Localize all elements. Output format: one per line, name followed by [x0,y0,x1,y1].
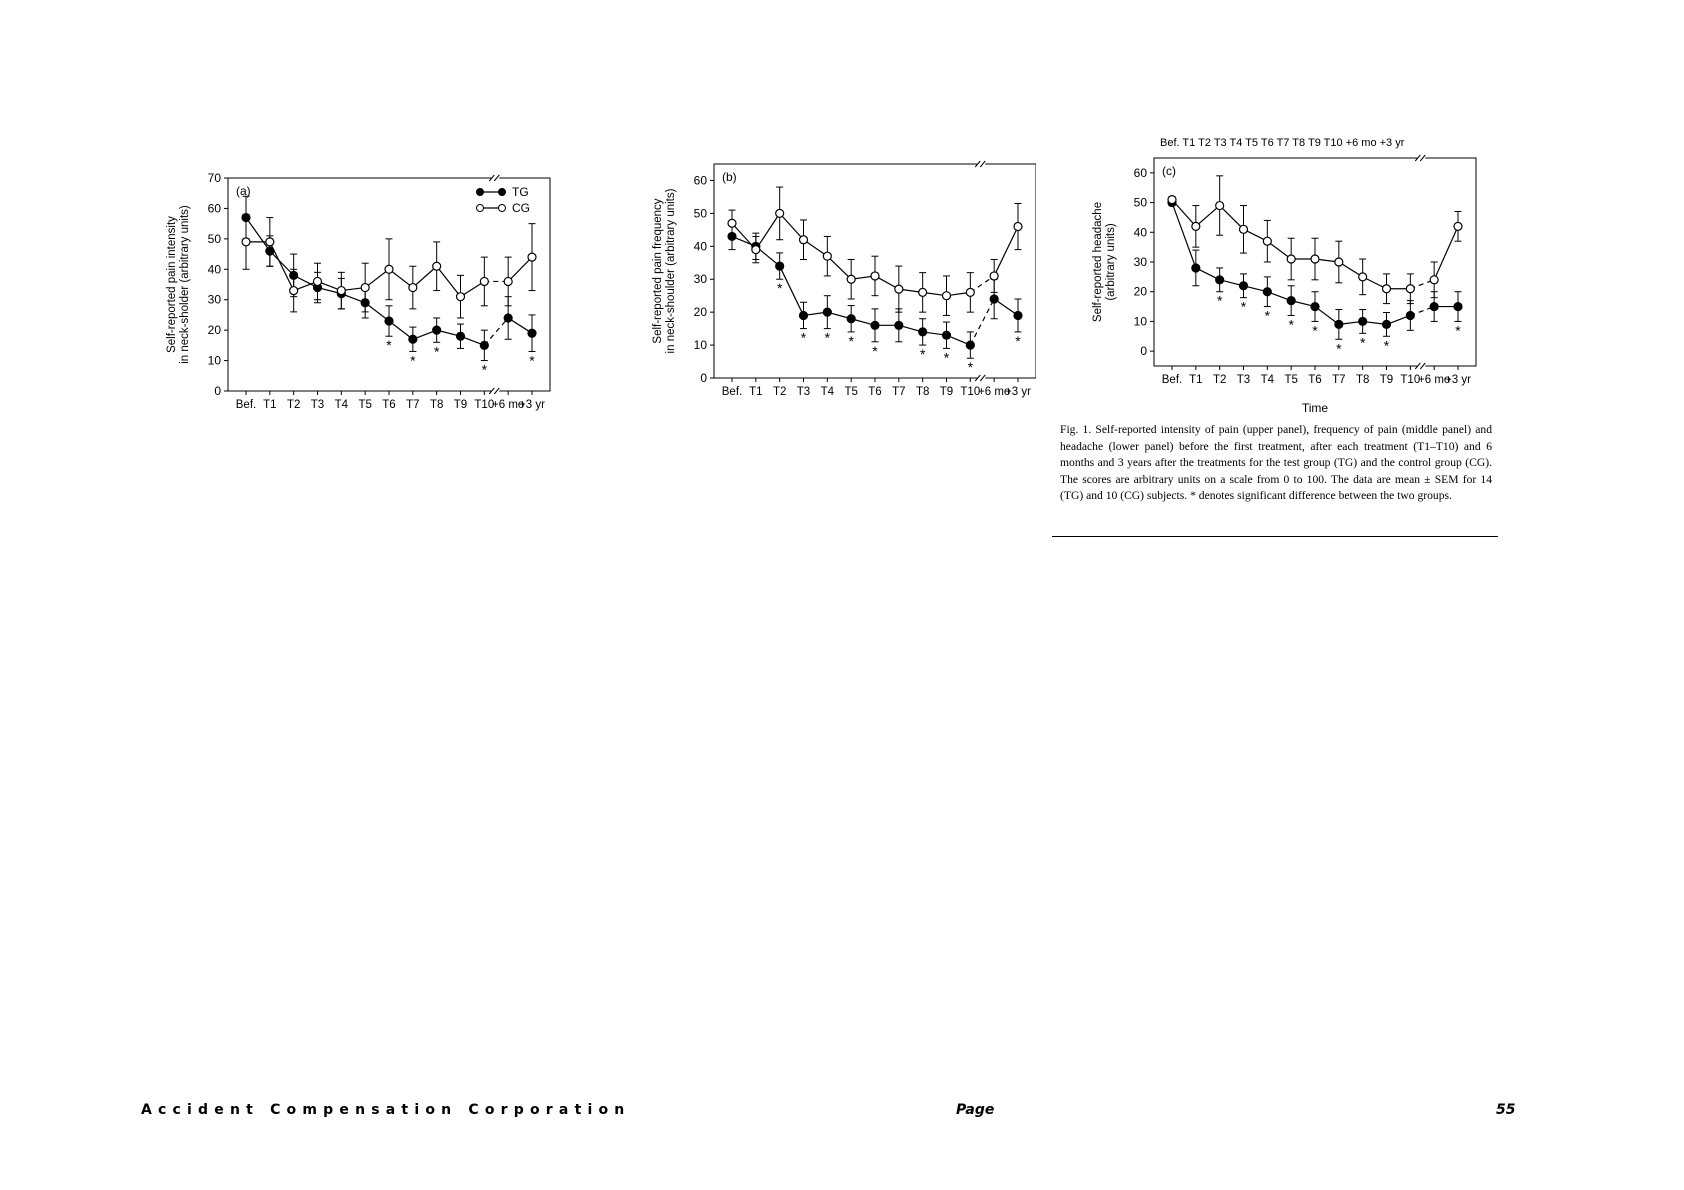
x-tick-label: T2 [1212,374,1227,386]
significance-asterisk: * [943,349,950,366]
x-tick-label: T10 [474,399,495,411]
series-line-cg [1220,206,1244,230]
y-tick-label: 0 [214,384,221,398]
x-tick-label: T4 [820,386,835,398]
x-tick-label: T8 [915,386,930,398]
significance-asterisk: * [919,346,926,363]
x-tick-label: T1 [263,399,277,411]
data-point-cg [966,288,974,296]
data-point-cg [1263,237,1271,245]
data-point-cg [823,252,831,260]
significance-asterisk: * [529,352,535,369]
significance-asterisk: * [1240,298,1247,315]
series-line-cg [1434,226,1458,279]
y-tick-label: 40 [1133,225,1147,240]
data-point-tg [1383,320,1391,328]
series-line-tg [270,251,294,275]
data-point-cg [847,275,855,283]
y-tick-label: 50 [693,206,707,221]
data-point-tg [1240,282,1248,290]
significance-asterisk: * [433,343,440,360]
x-tick-label: T4 [334,399,349,411]
series-line-tg [484,318,508,345]
data-point-tg [1430,303,1438,311]
y-tick-label: 10 [693,338,707,353]
x-tick-label: +3 yr [1005,386,1031,398]
data-point-cg [266,238,274,246]
significance-asterisk: * [872,342,878,359]
x-tick-label: T7 [406,399,420,411]
data-point-tg [871,321,879,329]
y-tick-label: 70 [207,171,221,185]
significance-asterisk: * [967,359,974,376]
panel-b-chart [636,150,1036,415]
x-tick-label: T9 [453,399,468,411]
x-tick-label: T9 [939,386,954,398]
x-tick-label: T2 [772,386,787,398]
series-line-tg [246,218,270,251]
data-point-cg [1454,222,1462,230]
data-point-tg [1359,317,1367,325]
data-point-cg [895,285,903,293]
significance-asterisk: * [1455,322,1461,339]
panel-b-svg [636,150,1036,410]
x-tick-label: +3 yr [519,399,545,411]
x-tick-label: T9 [1379,374,1394,386]
data-point-tg [943,331,951,339]
x-tick-label: Bef. [235,399,257,411]
data-point-cg [290,287,298,295]
data-point-cg [1383,285,1391,293]
data-point-cg [242,238,250,246]
x-tick-label: T6 [868,386,882,398]
significance-asterisk: * [1015,332,1021,349]
y-axis-label: in neck-shoulder (arbitrary units) [665,188,677,354]
data-point-cg [990,272,998,280]
data-point-tg [990,295,998,303]
data-point-cg [337,287,345,295]
data-point-cg [1240,225,1248,233]
data-point-tg [433,326,441,334]
x-tick-label: +6 mo [492,399,525,411]
x-tick-label: T8 [429,399,444,411]
significance-asterisk: * [481,361,488,378]
x-tick-label: T4 [1260,374,1275,386]
significance-asterisk: * [386,337,392,354]
data-point-tg [823,308,831,316]
x-tick-label: Bef. [721,386,743,398]
y-tick-label: 30 [1133,255,1147,269]
significance-asterisk: * [1288,316,1294,333]
data-point-cg [1287,255,1295,263]
y-tick-label: 60 [693,173,707,188]
data-point-cg [943,292,951,300]
data-point-tg [1406,311,1414,319]
panel-label: (a) [236,184,251,198]
x-tick-label: T3 [1236,374,1251,386]
caption-divider [1052,536,1498,537]
data-point-cg [409,284,417,292]
data-point-cg [1335,258,1343,266]
significance-asterisk: * [1359,334,1366,351]
series-line-tg [780,266,804,315]
x-tick-label: T10 [960,386,981,398]
significance-asterisk: * [1216,292,1223,309]
series-line-cg [270,242,294,291]
y-tick-label: 0 [700,371,707,385]
footer-page-number: 55 [1496,1102,1516,1118]
y-axis-label: Self-reported headache [1092,201,1104,323]
x-tick-label: T1 [749,386,763,398]
y-tick-label: 10 [207,353,221,368]
series-line-cg [756,213,780,249]
data-point-tg [1287,297,1295,305]
data-point-tg [966,341,974,349]
y-tick-label: 50 [207,231,221,246]
data-point-tg [1311,303,1319,311]
data-point-tg [1335,320,1343,328]
data-point-tg [800,311,808,319]
legend-label: CG [512,201,530,215]
data-point-tg [457,332,465,340]
y-tick-label: 60 [1133,165,1147,180]
data-point-tg [385,317,393,325]
panel-a-svg [158,168,558,428]
data-point-cg [919,288,927,296]
x-tick-label: T5 [844,386,858,398]
data-point-cg [752,246,760,254]
x-tick-label: T6 [382,399,396,411]
data-point-tg [1192,264,1200,272]
legend-marker [499,189,506,196]
figure-caption: Fig. 1. Self-reported intensity of pain (upper panel), frequency of pain (middle panel) and headache (lower panel) before the first treatment, after each treatment (T1–T10) and 6 months and 3 years after the treatments for the test group (TG) and the control group (CG). The scores are arbitrary units on a scale from 0 to 100. The data are mean ± SEM for 14 (TG) and 10 (CG) subjects. * denotes significant difference between the two groups. [1060,423,1492,502]
y-tick-label: 30 [207,292,221,307]
data-point-tg [895,321,903,329]
x-tick-label: +6 mo [1418,374,1451,386]
significance-asterisk: * [848,332,854,349]
footer-page-label: Page [956,1102,995,1118]
x-tick-label: +3 yr [1445,374,1471,386]
panel-label: (c) [1162,164,1176,178]
series-line-cg [1196,206,1220,227]
data-point-cg [1216,202,1224,210]
panel-a-chart [158,168,558,433]
data-point-cg [504,277,512,285]
data-point-cg [457,293,465,301]
top-tick-labels: Bef. T1 T2 T3 T4 T5 T6 T7 T8 T9 T10 +6 mo +3 yr [1160,137,1405,149]
significance-asterisk: * [1264,307,1271,324]
x-tick-label: T6 [1308,374,1322,386]
series-line-cg [413,266,437,287]
significance-asterisk: * [1312,322,1318,339]
x-tick-label: T8 [1355,374,1370,386]
series-line-cg [780,213,804,239]
data-point-cg [800,236,808,244]
data-point-tg [480,341,488,349]
significance-asterisk: * [1383,337,1390,354]
y-axis-label: (arbitrary units) [1105,223,1117,301]
data-point-tg [1263,288,1271,296]
data-point-tg [528,329,536,337]
y-tick-label: 40 [207,262,221,277]
data-point-cg [314,277,322,285]
panel-label: (b) [722,170,737,184]
x-tick-label: Bef. [1161,374,1183,386]
x-tick-label: T1 [1189,374,1203,386]
series-line-tg [970,299,994,345]
y-tick-label: 20 [207,323,221,338]
footer-organization: Accident Compensation Corporation [141,1102,631,1118]
data-point-tg [1216,276,1224,284]
panel-c-chart [1088,134,1488,429]
series-line-cg [508,257,532,281]
x-tick-label: T3 [310,399,325,411]
data-point-cg [1168,196,1176,204]
data-point-cg [1014,223,1022,231]
data-point-cg [728,219,736,227]
data-point-cg [1430,276,1438,284]
data-point-cg [433,262,441,270]
significance-asterisk: * [1336,340,1342,357]
data-point-cg [1359,273,1367,281]
y-tick-label: 20 [693,305,707,320]
y-tick-label: 60 [207,201,221,216]
y-axis-label: Self-reported pain frequency [652,198,664,344]
x-tick-label: T3 [796,386,811,398]
data-point-tg [1454,303,1462,311]
data-point-cg [1311,255,1319,263]
x-tick-label: T2 [286,399,301,411]
data-point-cg [1406,285,1414,293]
data-point-tg [409,335,417,343]
x-axis-label: Time [1301,401,1329,415]
data-point-tg [504,314,512,322]
y-tick-label: 20 [1133,284,1147,299]
series-line-cg [827,256,851,279]
data-point-tg [847,315,855,323]
data-point-cg [776,209,784,217]
series-line-cg [994,227,1018,276]
significance-asterisk: * [410,352,416,369]
y-tick-label: 40 [693,239,707,254]
significance-asterisk: * [776,280,783,297]
x-tick-label: T7 [1332,374,1346,386]
data-point-tg [919,328,927,336]
y-tick-label: 30 [693,272,707,287]
panel-c-svg [1088,134,1488,424]
y-tick-label: 10 [1133,314,1147,329]
x-tick-label: T5 [1284,374,1298,386]
significance-asterisk: * [800,329,807,346]
y-axis-label: Self-reported pain intensity [166,216,178,353]
legend-marker [477,189,484,196]
data-point-cg [528,253,536,261]
data-point-cg [871,272,879,280]
data-point-cg [385,265,393,273]
data-point-tg [1014,311,1022,319]
legend-label: TG [512,185,529,199]
x-tick-label: T10 [1400,374,1421,386]
data-point-cg [1192,222,1200,230]
series-line-cg [437,266,461,296]
significance-asterisk: * [824,329,831,346]
y-tick-label: 50 [1133,195,1147,210]
y-axis-label: in neck-sholder (arbitrary units) [179,205,191,364]
x-tick-label: T7 [892,386,906,398]
legend-marker [477,205,484,212]
data-point-tg [776,262,784,270]
y-tick-label: 0 [1140,344,1147,359]
x-tick-label: +6 mo [978,386,1011,398]
x-tick-label: T5 [358,399,372,411]
data-point-cg [361,284,369,292]
data-point-cg [480,277,488,285]
legend-marker [499,205,506,212]
